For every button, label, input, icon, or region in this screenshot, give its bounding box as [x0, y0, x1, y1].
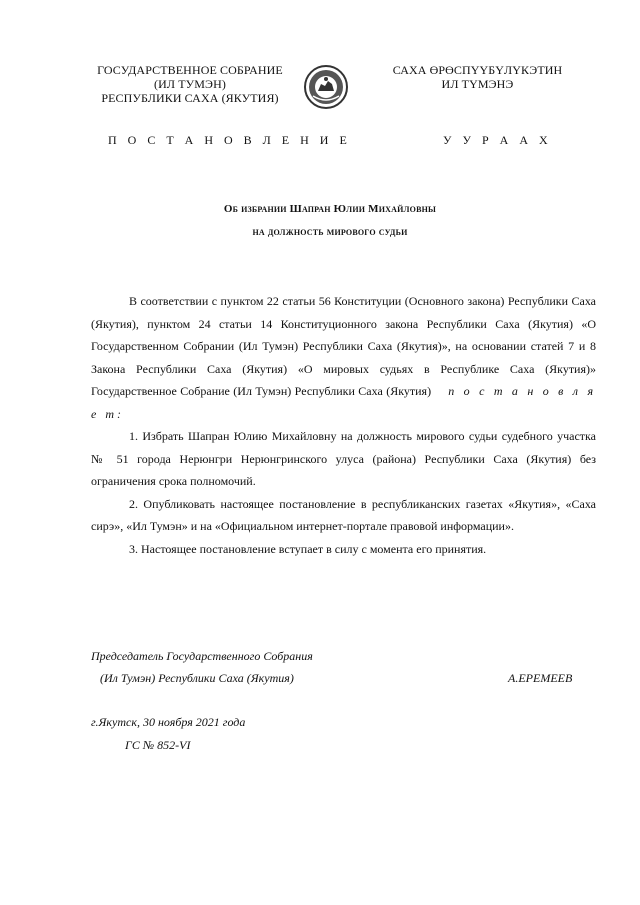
left-document-type: П О С Т А Н О В Л Е Н И Е [108, 133, 351, 147]
preamble-paragraph [91, 290, 596, 425]
document-number: ГС № 852-VI [125, 738, 191, 752]
emblem-icon [303, 64, 349, 110]
place-and-date: г.Якутск, 30 ноября 2021 года [91, 715, 246, 729]
preamble-text: В соответствии с пунктом 22 статьи 56 Конституции (Основного закона) Республики Саха (Якутия), пунктом 24 статьи 14 Конституционного закона Республики Саха (Якутия) «О Государственном Собрании (Ил Тумэн) Республики Саха (Якутия)», на основании статей 7 и 8 Закона Республики Саха (Якутия) «О мировых судьях в Республике Саха (Якутия)» Государственное Собрание (Ил Тумэн) Республики Саха (Якутия) [91, 294, 596, 398]
right-organization-name: САХА ӨРӨСПҮҮБҮЛҮКЭТИН ИЛ ТҮМЭНЭ [392, 63, 563, 91]
document-title-line2: на должность мирового судьи [252, 226, 408, 238]
document-body [91, 290, 596, 560]
left-organization-name: ГОСУДАРСТВЕННОЕ СОБРАНИЕ (ИЛ ТУМЭН) РЕСПУБЛИКИ САХА (ЯКУТИЯ) [97, 63, 283, 105]
signer-position-line1: Председатель Государственного Собрания [91, 649, 313, 663]
document-title-line1: Об избрании Шапран Юлии Михайловны [223, 203, 437, 215]
item-1: 1. Избрать Шапран Юлию Михайловну на должность мирового судьи судебного участка № 51 города Нерюнгри Нерюнгринского улуса (района) Республики Саха (Якутия) без ограничения срока полномочий. [91, 429, 596, 488]
item-3: 3. Настоящее постановление вступает в силу с момента его принятия. [129, 541, 487, 556]
signer-position-line2: (Ил Тумэн) Республики Саха (Якутия) [100, 671, 294, 685]
right-document-type: У У Р А А Х [443, 133, 552, 147]
decrees-word: п о с т а н о в л я е т: [91, 384, 597, 421]
item-2: 2. Опубликовать настоящее постановление в республиканских газетах «Якутия», «Саха сирэ», «Ил Тумэн» и на «Официальном интернет-портале правовой информации». [91, 496, 596, 533]
signer-name: А.ЕРЕМЕЕВ [508, 671, 573, 685]
